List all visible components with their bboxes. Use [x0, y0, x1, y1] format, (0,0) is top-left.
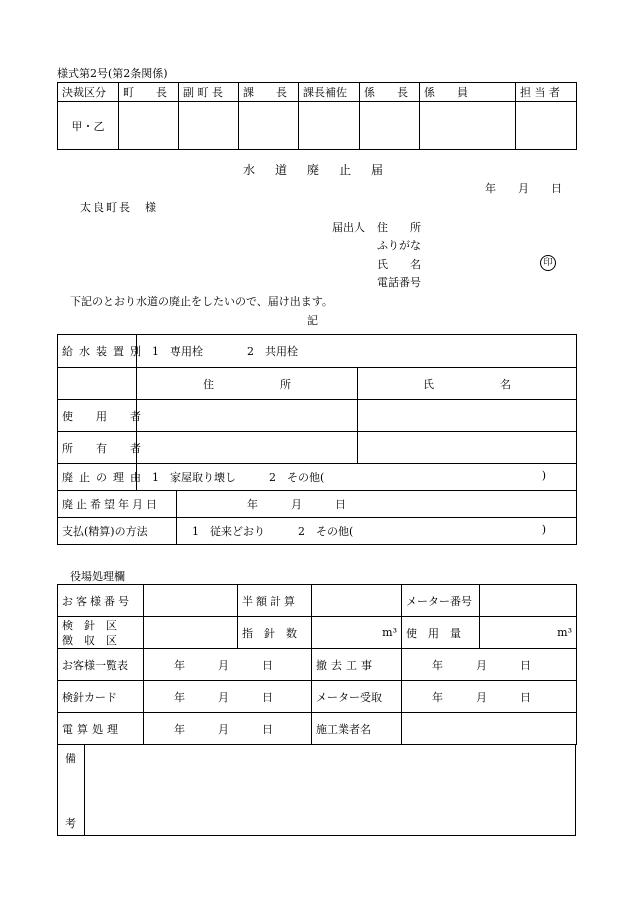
user-name-field[interactable] [358, 400, 577, 432]
desired-date-label: 廃止希望年月日 [58, 491, 177, 518]
desired-date-field[interactable]: 年 月 日 [177, 491, 577, 518]
reading-area-label: 検 針 区 [62, 618, 117, 632]
usage-field[interactable] [480, 617, 577, 649]
applicant-name-label: 氏 名 [377, 258, 421, 271]
customer-number-field[interactable] [144, 585, 238, 617]
remarks-label-cell [58, 744, 85, 835]
collection-area-label: 徴 収 区 [62, 633, 117, 647]
reason-options[interactable] [137, 464, 577, 491]
meter-reading-label: 指 針 数 [238, 617, 312, 649]
customer-number-label: お客様番号 [58, 585, 144, 617]
approval-stamp-cell[interactable] [516, 102, 577, 150]
usage-label: 使 用 量 [402, 617, 480, 649]
approval-header-kessai: 決裁区分 [58, 83, 119, 102]
meter-receipt-date[interactable]: 年 月 日 [402, 681, 577, 713]
applicant-phone-label: 電話番号 [377, 276, 421, 289]
addressee: 太良町長 様 [80, 201, 158, 214]
contractor-name-label: 施工業者名 [312, 713, 402, 745]
document-title: 水 道 廃 止 届 [242, 163, 387, 177]
approval-stamp-cell[interactable] [239, 102, 299, 150]
applicant-furigana-label: ふりがな [377, 239, 421, 252]
approval-header-section-chief: 課 長 [239, 83, 299, 102]
owner-label: 所 有 者 [58, 432, 137, 464]
meter-receipt-label: メーター受取 [312, 681, 402, 713]
owner-address-field[interactable] [137, 432, 358, 464]
date-line: 年 月 日 [485, 182, 562, 195]
approval-stamp-cell[interactable] [119, 102, 179, 150]
meter-reading-unit: m³ [382, 626, 397, 639]
user-address-field[interactable] [137, 400, 358, 432]
approval-stamp-cell[interactable] [360, 102, 420, 150]
area-field[interactable] [144, 617, 238, 649]
seal-icon: 印 [540, 255, 556, 271]
user-label: 使 用 者 [58, 400, 137, 432]
approval-table [57, 82, 577, 150]
remarks-label-top: 備 [65, 752, 76, 765]
supply-type-label: 給水装置別 [58, 335, 137, 368]
applicant-label: 届出人 [332, 221, 365, 234]
reading-card-date[interactable]: 年 月 日 [144, 681, 312, 713]
contractor-name-field[interactable] [402, 713, 577, 745]
payment-close: ) [541, 523, 547, 536]
customer-list-date[interactable]: 年 月 日 [144, 649, 312, 681]
approval-stamp-cell[interactable] [179, 102, 239, 150]
approval-header-unit-chief: 係 長 [360, 83, 420, 102]
computer-processing-date[interactable]: 年 月 日 [144, 713, 312, 745]
customer-list-label: お客様一覧表 [58, 649, 144, 681]
approval-header-deputy-mayor: 副 町 長 [179, 83, 239, 102]
form-label: 様式第2号(第2条関係) [57, 67, 168, 80]
removal-work-label: 撤去工事 [312, 649, 402, 681]
main-table [57, 334, 577, 545]
reason-label: 廃止の理由 [58, 464, 137, 491]
approval-header-person-in-charge: 担 当 者 [516, 83, 577, 102]
payment-options-text: 1 従来どおり 2 その他( [192, 525, 354, 538]
remarks-label-bottom: 考 [65, 817, 76, 830]
office-table [57, 584, 577, 745]
removal-work-date[interactable]: 年 月 日 [402, 649, 577, 681]
computer-processing-label: 電算処理 [58, 713, 144, 745]
meter-number-label: メーター番号 [402, 585, 480, 617]
usage-unit: m³ [557, 626, 572, 639]
area-labels [58, 617, 144, 649]
reason-close: ) [541, 469, 547, 482]
reason-options-text: 1 家屋取り壊し 2 その他( [152, 471, 325, 484]
meter-number-field[interactable] [480, 585, 577, 617]
ki-label: 記 [307, 314, 318, 327]
payment-options[interactable] [177, 518, 577, 545]
intro-text: 下記のとおり水道の廃止をしたいので、届け出ます。 [70, 295, 333, 308]
payment-label: 支払(精算)の方法 [58, 518, 177, 545]
approval-header-mayor: 町 長 [119, 83, 179, 102]
half-calc-label: 半額計算 [238, 585, 312, 617]
approval-stamp-cell[interactable] [420, 102, 516, 150]
address-header: 住 所 [137, 368, 358, 400]
name-header: 氏 名 [358, 368, 577, 400]
approval-header-staff: 係 員 [420, 83, 516, 102]
owner-name-field[interactable] [358, 432, 577, 464]
half-calc-field[interactable] [312, 585, 402, 617]
reading-card-label: 検針カード [58, 681, 144, 713]
remarks-field[interactable] [85, 744, 575, 835]
office-section-label: 役場処理欄 [70, 570, 125, 583]
remarks-box [57, 744, 576, 836]
applicant-address-label: 住 所 [377, 221, 421, 234]
approval-stamp-cell[interactable] [299, 102, 360, 150]
approval-header-assistant-chief: 課長補佐 [299, 83, 360, 102]
approval-row-label: 甲・乙 [58, 102, 119, 150]
meter-reading-field[interactable] [312, 617, 402, 649]
supply-type-options[interactable]: 1 専用栓 2 共用栓 [137, 335, 577, 368]
